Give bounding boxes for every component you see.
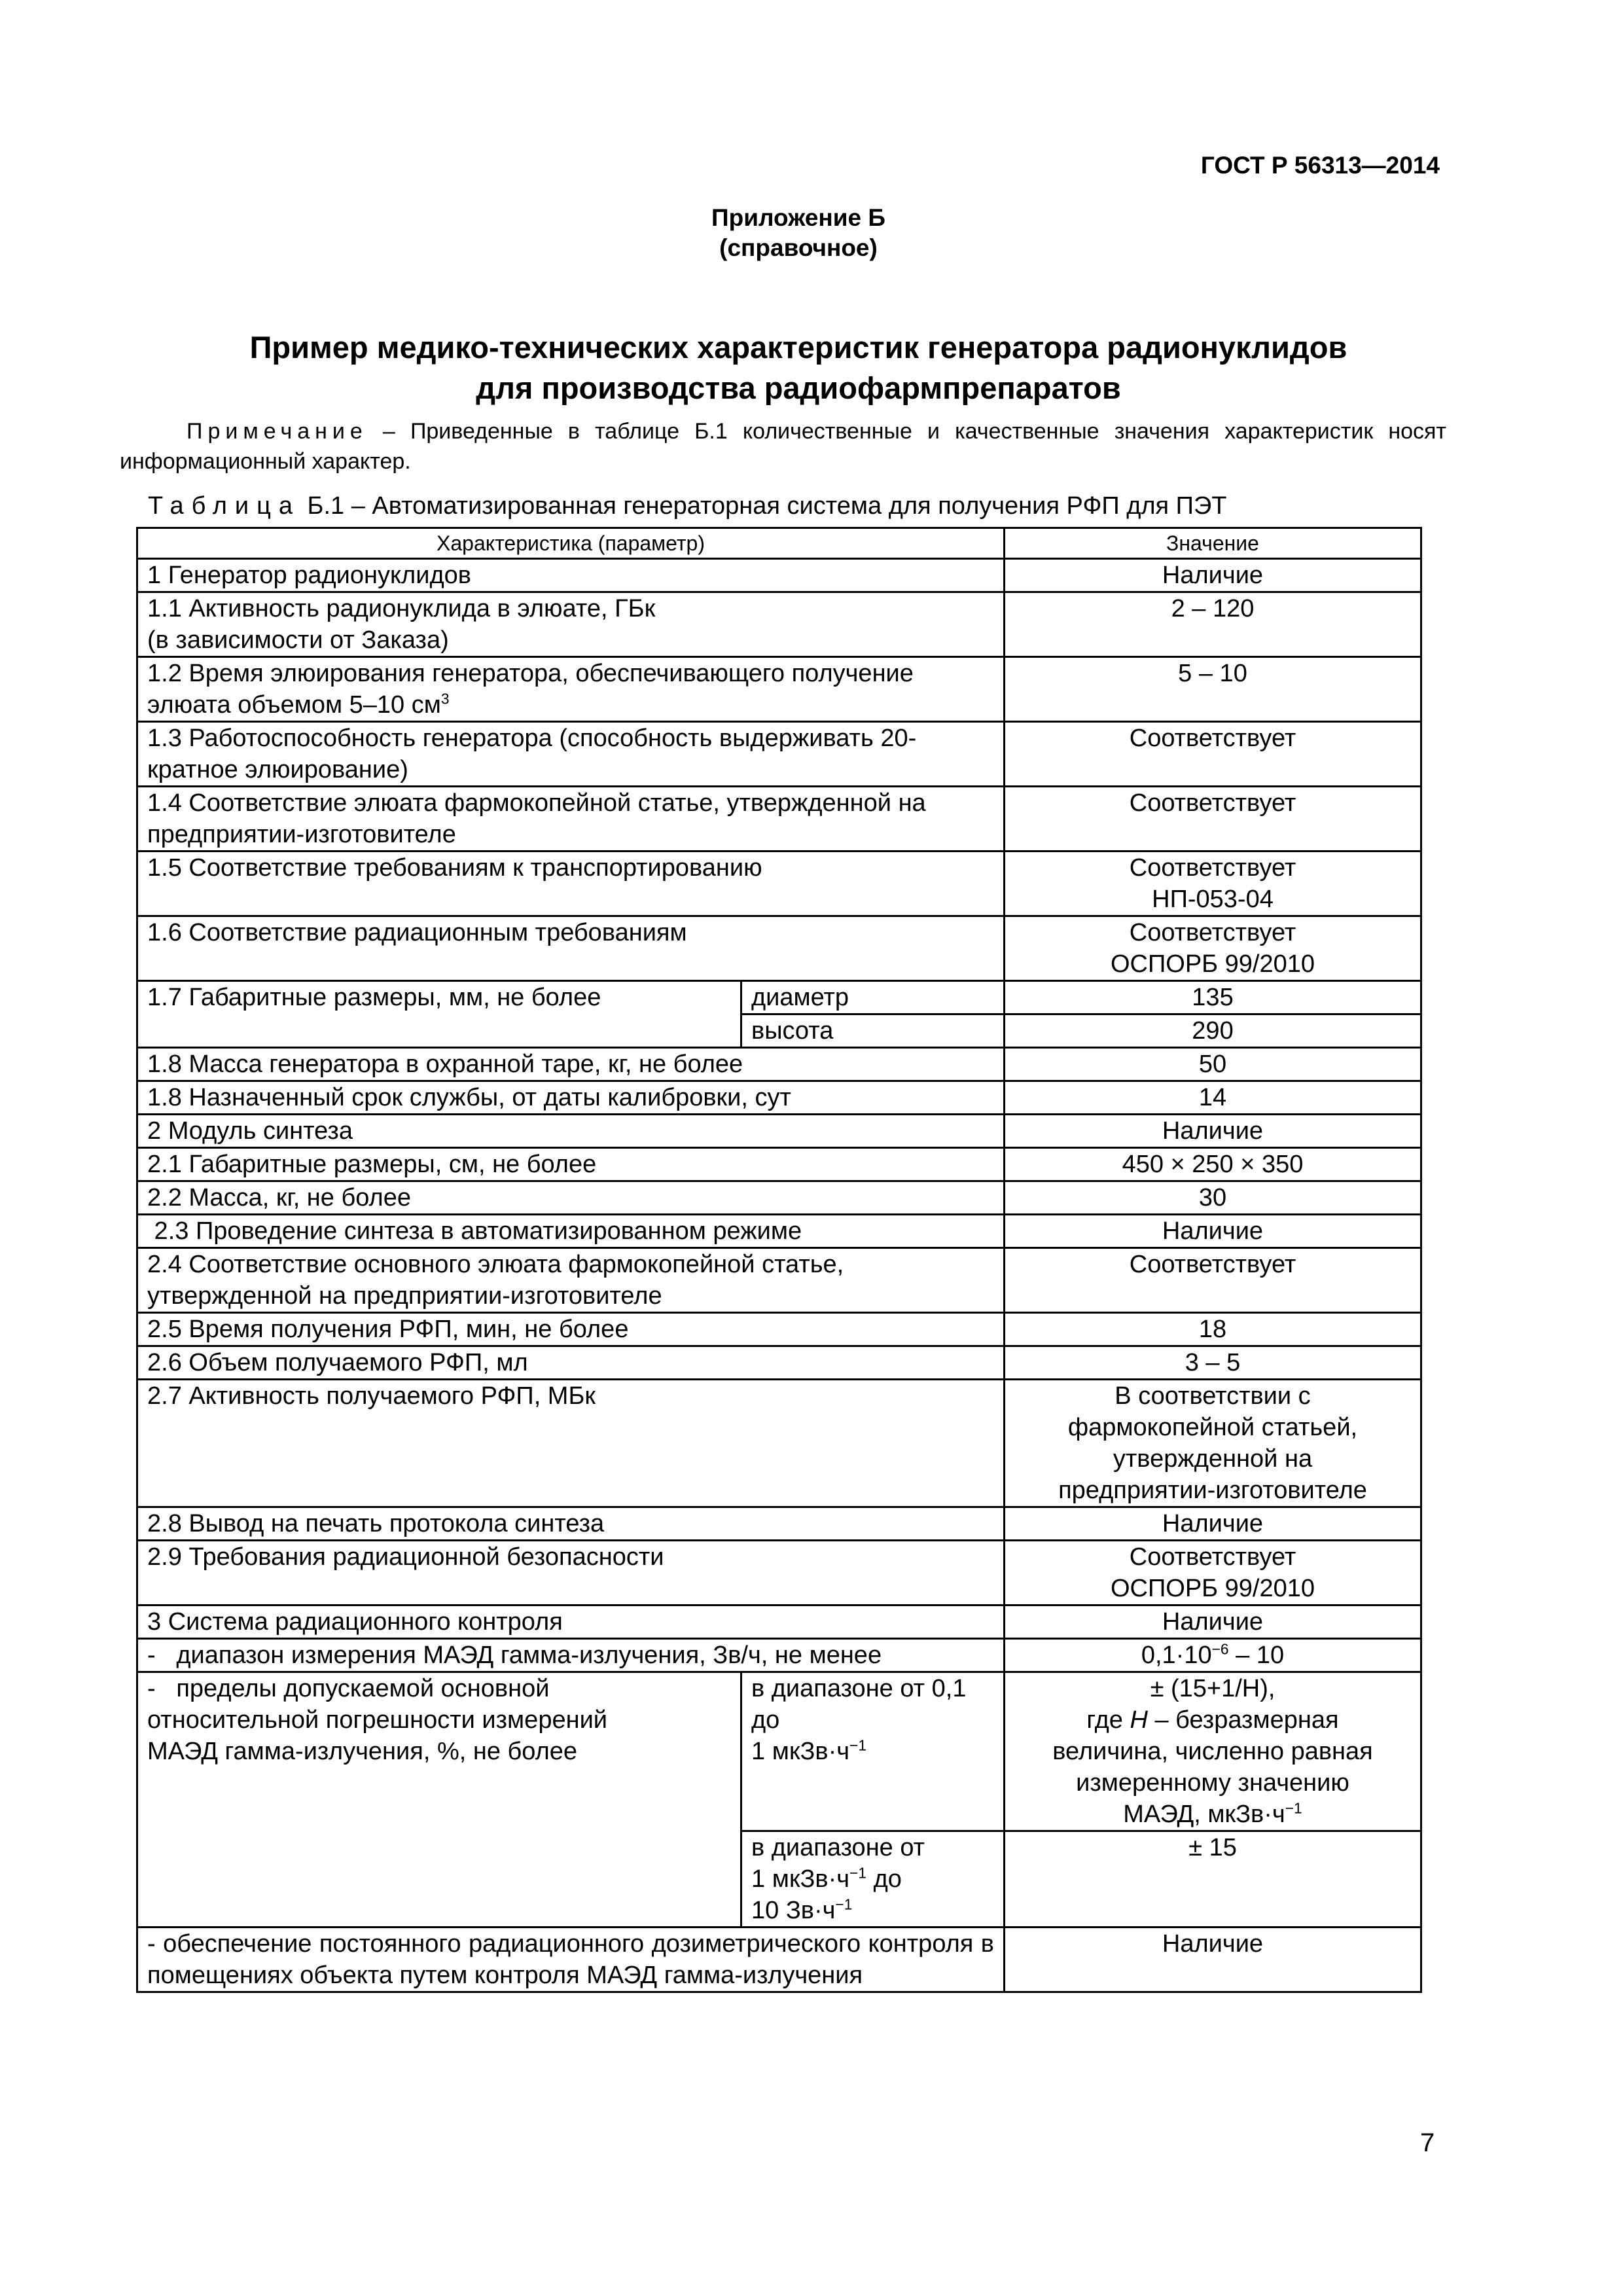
value-cell: 3 – 5 xyxy=(1005,1346,1421,1380)
value-cell: Наличие xyxy=(1005,1605,1421,1639)
param-cell: 3 Система радиационного контроля xyxy=(137,1605,1005,1639)
table-row xyxy=(137,1639,1421,1672)
value-cell: Наличие xyxy=(1005,1507,1421,1541)
value-line xyxy=(1014,1799,1411,1830)
param-cell xyxy=(137,1248,1005,1313)
appendix-status: (справочное) xyxy=(719,234,878,261)
table-row xyxy=(137,657,1421,722)
value-line: фармокопейной статьей, xyxy=(1067,1414,1358,1441)
param-line: МАЭД гамма-излучения, %, не более xyxy=(147,1738,578,1765)
table-row xyxy=(137,1380,1421,1507)
param-cell: 1.5 Соответствие требованиям к транспортированию xyxy=(137,852,1005,916)
page-number: 7 xyxy=(1420,2128,1435,2157)
param-line: - пределы допускаемой основной xyxy=(147,1675,550,1702)
value-cell: 30 xyxy=(1005,1181,1421,1215)
value-line: ОСПОРБ 99/2010 xyxy=(1110,950,1315,978)
param-line: 2.4 Соответствие основного элюата фармокопейной статье, xyxy=(147,1251,844,1278)
value-line: НП-053-04 xyxy=(1152,886,1274,913)
param-line: 1.2 Время элюирования генератора, обеспечивающего получение xyxy=(147,660,914,687)
note-text: – Приведенные в таблице Б.1 количественные и качественные значения характеристик носят информационный характер. xyxy=(120,419,1446,474)
table-row xyxy=(137,1248,1421,1313)
table-row xyxy=(137,1605,1421,1639)
table-row xyxy=(137,852,1421,916)
sub-param-cell xyxy=(741,1672,1005,1831)
table-row xyxy=(137,916,1421,981)
table-row xyxy=(137,1048,1421,1081)
value-cell xyxy=(1005,1672,1421,1831)
table-row xyxy=(137,1541,1421,1605)
param-cell: 1.8 Масса генератора в охранной таре, кг, не более xyxy=(137,1048,1005,1081)
value-line: предприятии-изготовителе xyxy=(1058,1477,1367,1504)
table-row xyxy=(137,1672,1421,1831)
value-cell: Наличие xyxy=(1005,559,1421,592)
param-line xyxy=(147,689,994,721)
value-cell: ± 15 xyxy=(1005,1831,1421,1928)
value-cell xyxy=(1005,1541,1421,1605)
table-row xyxy=(137,1507,1421,1541)
standard-code: ГОСТ Р 56313—2014 xyxy=(1200,152,1440,179)
sub-param-text: 10 Зв·ч xyxy=(751,1897,836,1924)
caption-text: Б.1 – Автоматизированная генераторная система для получения РФП для ПЭТ xyxy=(300,492,1227,520)
param-text: элюата объемом 5–10 см xyxy=(147,691,441,719)
param-cell: 2.2 Масса, кг, не более xyxy=(137,1181,1005,1215)
table-row xyxy=(137,1181,1421,1215)
value-line: В соответствии с xyxy=(1115,1382,1311,1410)
value-line: ОСПОРБ 99/2010 xyxy=(1110,1575,1315,1602)
appendix-heading xyxy=(0,203,1597,263)
value-line: Соответствует xyxy=(1129,919,1296,946)
value-line: величина, численно равная xyxy=(1052,1738,1373,1765)
table-row xyxy=(137,1081,1421,1115)
param-cell: 1.6 Соответствие радиационным требованиям xyxy=(137,916,1005,981)
value-cell: 50 xyxy=(1005,1048,1421,1081)
header-value: Значение xyxy=(1005,528,1421,559)
param-cell: 2.7 Активность получаемого РФП, МБк xyxy=(137,1380,1005,1507)
param-cell: 2.5 Время получения РФП, мин, не более xyxy=(137,1313,1005,1346)
value-line: Соответствует xyxy=(1129,854,1296,882)
value-text: где xyxy=(1086,1706,1130,1734)
param-line: утвержденной на предприятии-изготовителе xyxy=(147,1282,662,1310)
param-cell xyxy=(137,657,1005,722)
value-cell xyxy=(1005,852,1421,916)
param-line: (в зависимости от Заказа) xyxy=(147,626,449,654)
table-row xyxy=(137,1215,1421,1248)
param-cell: 2.1 Габаритные размеры, см, не более xyxy=(137,1148,1005,1181)
param-line: 1.4 Соответствие элюата фармокопейной статье, утвержденной на xyxy=(147,789,926,817)
value-text: 0,1·10 xyxy=(1141,1641,1212,1669)
param-cell: - обеспечение постоянного радиационного дозиметрического контроля в помещениях объекта путем контроля МАЭД гамма-излучения xyxy=(137,1928,1005,1992)
table-row xyxy=(137,559,1421,592)
table-row xyxy=(137,787,1421,852)
param-cell: 2.9 Требования радиационной безопасности xyxy=(137,1541,1005,1605)
sub-param-line xyxy=(751,1863,994,1895)
sub-param-text: 1 мкЗв·ч xyxy=(751,1865,850,1893)
sub-param-line: в диапазоне от 0,1 до xyxy=(751,1675,967,1734)
sub-param-line xyxy=(751,1895,994,1926)
sub-param-text: до xyxy=(866,1865,902,1893)
param-cell: 1 Генератор радионуклидов xyxy=(137,559,1005,592)
sub-param-cell: высота xyxy=(741,1014,1005,1048)
value-cell: Соответствует xyxy=(1005,1248,1421,1313)
param-cell: 1.8 Назначенный срок службы, от даты калибровки, сут xyxy=(137,1081,1005,1115)
sub-param-cell: диаметр xyxy=(741,981,1005,1014)
value-cell: 450 × 250 × 350 xyxy=(1005,1148,1421,1181)
value-line xyxy=(1014,1704,1411,1736)
value-cell: 14 xyxy=(1005,1081,1421,1115)
value-text: – 10 xyxy=(1228,1641,1285,1669)
superscript: 3 xyxy=(440,690,450,708)
value-cell: Наличие xyxy=(1005,1215,1421,1248)
value-cell: Соответствует xyxy=(1005,787,1421,852)
caption-label: Таблица xyxy=(148,492,300,520)
value-italic: Н xyxy=(1130,1706,1148,1734)
table-row xyxy=(137,1313,1421,1346)
superscript: −1 xyxy=(849,1864,867,1882)
param-cell: 1.7 Габаритные размеры, мм, не более xyxy=(137,981,741,1048)
sub-param-text: 1 мкЗв·ч xyxy=(751,1738,850,1765)
title-line-1: Пример медико-технических характеристик генератора радионуклидов xyxy=(249,330,1347,365)
param-cell: 2.8 Вывод на печать протокола синтеза xyxy=(137,1507,1005,1541)
value-cell xyxy=(1005,1639,1421,1672)
param-cell: - диапазон измерения МАЭД гамма-излучения, Зв/ч, не менее xyxy=(137,1639,1005,1672)
value-line: измеренному значению xyxy=(1076,1769,1349,1797)
value-text: МАЭД, мкЗв·ч xyxy=(1123,1801,1285,1828)
value-cell: 135 xyxy=(1005,981,1421,1014)
table-row xyxy=(137,1928,1421,1992)
value-line: Соответствует xyxy=(1129,1543,1296,1571)
table-row xyxy=(137,981,1421,1014)
value-line: утвержденной на xyxy=(1113,1445,1313,1473)
param-cell: 2.6 Объем получаемого РФП, мл xyxy=(137,1346,1005,1380)
table-caption xyxy=(148,492,1227,520)
title-line-2: для производства радиофармпрепаратов xyxy=(476,370,1121,405)
sub-param-cell xyxy=(741,1831,1005,1928)
param-line: относительной погрешности измерений xyxy=(147,1706,608,1734)
header-param: Характеристика (параметр) xyxy=(137,528,1005,559)
value-line: ± (15+1/Н), xyxy=(1150,1675,1275,1702)
value-cell: 5 – 10 xyxy=(1005,657,1421,722)
param-line: 1.1 Активность радионуклида в элюате, ГБк xyxy=(147,595,656,622)
param-cell xyxy=(137,592,1005,657)
table-row xyxy=(137,592,1421,657)
value-text: – безразмерная xyxy=(1147,1706,1339,1734)
spec-table xyxy=(136,527,1422,1993)
param-cell: 2.3 Проведение синтеза в автоматизированном режиме xyxy=(137,1215,1005,1248)
param-line: предприятии-изготовителе xyxy=(147,821,456,848)
param-cell xyxy=(137,787,1005,852)
param-cell xyxy=(137,722,1005,787)
note-paragraph xyxy=(120,416,1446,476)
table-header-row xyxy=(137,528,1421,559)
param-line: кратное элюирование) xyxy=(147,756,408,783)
value-cell: 2 – 120 xyxy=(1005,592,1421,657)
value-cell: 290 xyxy=(1005,1014,1421,1048)
value-cell: Наличие xyxy=(1005,1928,1421,1992)
table-row xyxy=(137,1115,1421,1148)
table-row xyxy=(137,722,1421,787)
table-row xyxy=(137,1148,1421,1181)
value-cell: 18 xyxy=(1005,1313,1421,1346)
appendix-title: Приложение Б xyxy=(711,204,885,231)
superscript: −1 xyxy=(1285,1799,1302,1817)
note-label: Примечание xyxy=(187,419,368,444)
value-cell xyxy=(1005,916,1421,981)
param-cell xyxy=(137,1672,741,1928)
sub-param-line: в диапазоне от xyxy=(751,1834,925,1861)
document-title xyxy=(0,327,1597,408)
table-row xyxy=(137,1346,1421,1380)
sub-param-line xyxy=(751,1736,994,1767)
param-line: 1.3 Работоспособность генератора (способность выдерживать 20- xyxy=(147,725,917,752)
superscript: −1 xyxy=(849,1736,867,1754)
value-cell: Наличие xyxy=(1005,1115,1421,1148)
superscript: −6 xyxy=(1211,1640,1229,1658)
value-cell xyxy=(1005,1380,1421,1507)
superscript: −1 xyxy=(835,1895,853,1913)
value-cell: Соответствует xyxy=(1005,722,1421,787)
param-cell: 2 Модуль синтеза xyxy=(137,1115,1005,1148)
